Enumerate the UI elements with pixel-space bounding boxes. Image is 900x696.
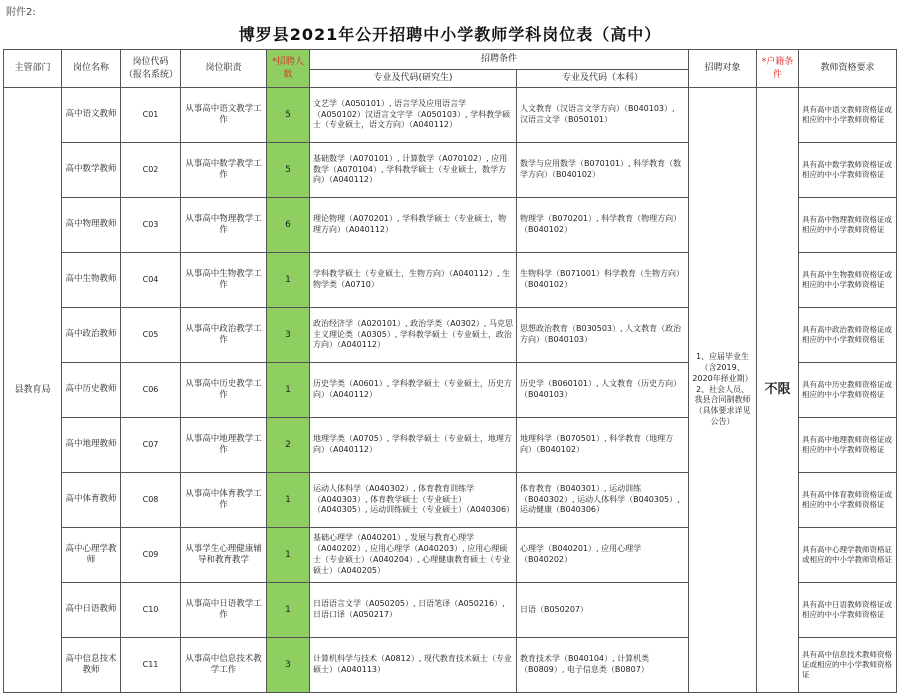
position-name-cell: 高中语文教师 — [62, 88, 121, 143]
position-code-cell: C02 — [121, 143, 181, 198]
duty-cell: 从事高中物理教学工作 — [181, 198, 267, 253]
grad-major-cell: 地理学类（A0705）, 学科教学硕士（专业硕士，地理方向）（A040112） — [310, 418, 517, 473]
department-cell: 县教育局 — [4, 88, 62, 693]
qualification-cell: 具有高中信息技术教师资格证或相应的中小学教师资格证 — [799, 638, 897, 693]
duty-cell: 从事高中语文教学工作 — [181, 88, 267, 143]
header-hukou: *户籍条件 — [757, 50, 799, 88]
position-name-cell: 高中地理教师 — [62, 418, 121, 473]
undergrad-major-cell: 数学与应用数学（B070101）, 科学教育（数学方向）（B040102） — [517, 143, 689, 198]
qualification-cell: 具有高中数学教师资格证或相应的中小学教师资格证 — [799, 143, 897, 198]
duty-cell: 从事高中数学教学工作 — [181, 143, 267, 198]
duty-cell: 从事高中政治教学工作 — [181, 308, 267, 363]
count-cell: 5 — [267, 143, 310, 198]
grad-major-cell: 理论物理（A070201）, 学科教学硕士（专业硕士，物理方向）（A040112） — [310, 198, 517, 253]
grad-major-cell: 历史学类（A0601）, 学科教学硕士（专业硕士，历史方向）（A040112） — [310, 363, 517, 418]
grad-major-cell: 基础数学（A070101）, 计算数学（A070102）, 应用数学（A070104）, 学科教学硕士（专业硕士，数学方向）（A040112） — [310, 143, 517, 198]
position-code-cell: C10 — [121, 583, 181, 638]
position-code-cell: C03 — [121, 198, 181, 253]
table-row — [4, 88, 897, 143]
undergrad-major-cell: 教育技术学（B040104）, 计算机类（B0809）, 电子信息类（B0807） — [517, 638, 689, 693]
undergrad-major-cell: 心理学（B040201）, 应用心理学（B040202） — [517, 528, 689, 583]
page-title: 博罗县2021年公开招聘中小学教师学科岗位表（高中） — [238, 25, 662, 44]
count-cell: 5 — [267, 88, 310, 143]
duty-cell: 从事高中日语教学工作 — [181, 583, 267, 638]
position-name-cell: 高中信息技术教师 — [62, 638, 121, 693]
count-cell: 6 — [267, 198, 310, 253]
count-cell: 1 — [267, 363, 310, 418]
position-name-cell: 高中政治教师 — [62, 308, 121, 363]
qualification-cell: 具有高中政治教师资格证或相应的中小学教师资格证 — [799, 308, 897, 363]
duty-cell: 从事高中地理教学工作 — [181, 418, 267, 473]
position-code-cell: C04 — [121, 253, 181, 308]
qualification-cell: 具有高中体育教师资格证或相应的中小学教师资格证 — [799, 473, 897, 528]
count-cell: 1 — [267, 528, 310, 583]
position-code-cell: C08 — [121, 473, 181, 528]
count-cell: 3 — [267, 308, 310, 363]
duty-cell: 从事高中历史教学工作 — [181, 363, 267, 418]
qualification-cell: 具有高中日语教师资格证或相应的中小学教师资格证 — [799, 583, 897, 638]
duty-cell: 从事高中体育教学工作 — [181, 473, 267, 528]
hukou-cell: 不限 — [757, 88, 799, 693]
header-target: 招聘对象 — [689, 50, 757, 88]
header-department: 主管部门 — [4, 50, 62, 88]
grad-major-cell: 基础心理学（A040201）, 发展与教育心理学（A040202）, 应用心理学（A040203）, 应用心理硕士（专业硕士）（A040204）, 心理健康教育硕士（专业硕士）（A040205） — [310, 528, 517, 583]
qualification-cell: 具有高中心理学教师资格证或相应的中小学教师资格证 — [799, 528, 897, 583]
header-qualification: 教师资格要求 — [799, 50, 897, 88]
qualification-cell: 具有高中历史教师资格证或相应的中小学教师资格证 — [799, 363, 897, 418]
duty-cell: 从事高中信息技术教学工作 — [181, 638, 267, 693]
undergrad-major-cell: 日语（B050207） — [517, 583, 689, 638]
undergrad-major-cell: 生物科学（B071001）科学教育（生物方向）（B040102） — [517, 253, 689, 308]
position-name-cell: 高中生物教师 — [62, 253, 121, 308]
position-code-cell: C09 — [121, 528, 181, 583]
grad-major-cell: 政治经济学（A020101）, 政治学类（A0302）, 马克思主义理论类（A0305）, 学科教学硕士（专业硕士，政治方向）（A040112） — [310, 308, 517, 363]
qualification-cell: 具有高中语文教师资格证或相应的中小学教师资格证 — [799, 88, 897, 143]
count-cell: 1 — [267, 473, 310, 528]
position-code-cell: C05 — [121, 308, 181, 363]
header-conditions: 招聘条件 — [310, 50, 689, 70]
position-name-cell: 高中物理教师 — [62, 198, 121, 253]
header-position-name: 岗位名称 — [62, 50, 121, 88]
count-cell: 2 — [267, 418, 310, 473]
count-cell: 1 — [267, 583, 310, 638]
grad-major-cell: 日语语言文学（A050205）, 日语笔译（A050216）, 日语口译（A050217） — [310, 583, 517, 638]
position-code-cell: C01 — [121, 88, 181, 143]
count-cell: 1 — [267, 253, 310, 308]
header-count: *招聘人数 — [267, 50, 310, 88]
undergrad-major-cell: 思想政治教育（B030503）, 人文教育（政治方向）（B040103） — [517, 308, 689, 363]
header-position-code: 岗位代码（报名系统） — [121, 50, 181, 88]
header-grad-major: 专业及代码(研究生) — [310, 70, 517, 88]
count-cell: 3 — [267, 638, 310, 693]
position-code-cell: C07 — [121, 418, 181, 473]
qualification-cell: 具有高中物理教师资格证或相应的中小学教师资格证 — [799, 198, 897, 253]
recruitment-table — [3, 49, 897, 693]
attachment-label: 附件2: — [6, 7, 36, 18]
position-name-cell: 高中历史教师 — [62, 363, 121, 418]
undergrad-major-cell: 地理科学（B070501）, 科学教育（地理方向）（B040102） — [517, 418, 689, 473]
position-name-cell: 高中数学教师 — [62, 143, 121, 198]
position-name-cell: 高中心理学教师 — [62, 528, 121, 583]
grad-major-cell: 文艺学（A050101）, 语言学及应用语言学（A050102）汉语言文字学（A050103）, 学科教学硕士（专业硕士，语文方向）（A040112） — [310, 88, 517, 143]
grad-major-cell: 学科教学硕士（专业硕士，生物方向）（A040112）, 生物学类（A0710） — [310, 253, 517, 308]
undergrad-major-cell: 人文教育（汉语言文学方向）（B040103）, 汉语言文学（B050101） — [517, 88, 689, 143]
header-undergrad-major: 专业及代码（本科） — [517, 70, 689, 88]
qualification-cell: 具有高中生物教师资格证或相应的中小学教师资格证 — [799, 253, 897, 308]
undergrad-major-cell: 历史学（B060101）, 人文教育（历史方向）（B040103） — [517, 363, 689, 418]
duty-cell: 从事学生心理健康辅导和教育教学 — [181, 528, 267, 583]
position-code-cell: C11 — [121, 638, 181, 693]
grad-major-cell: 运动人体科学（A040302）, 体育教育训练学（A040303）, 体育教学硕士（专业硕士）（A040305）, 运动训练硕士（专业硕士）（A040306） — [310, 473, 517, 528]
position-code-cell: C06 — [121, 363, 181, 418]
duty-cell: 从事高中生物教学工作 — [181, 253, 267, 308]
grad-major-cell: 计算机科学与技术（A0812）, 现代教育技术硕士（专业硕士）（A040113） — [310, 638, 517, 693]
header-duty: 岗位职责 — [181, 50, 267, 88]
target-cell: 1、应届毕业生（含2019、2020年择业期）2、社会人员、我县合同制教师（具体要求详见公告） — [689, 88, 757, 693]
position-name-cell: 高中体育教师 — [62, 473, 121, 528]
undergrad-major-cell: 物理学（B070201）, 科学教育（物理方向）（B040102） — [517, 198, 689, 253]
undergrad-major-cell: 体育教育（B040301）, 运动训练（B040302）, 运动人体科学（B040305）, 运动健康（B040306） — [517, 473, 689, 528]
position-name-cell: 高中日语教师 — [62, 583, 121, 638]
qualification-cell: 具有高中地理教师资格证或相应的中小学教师资格证 — [799, 418, 897, 473]
